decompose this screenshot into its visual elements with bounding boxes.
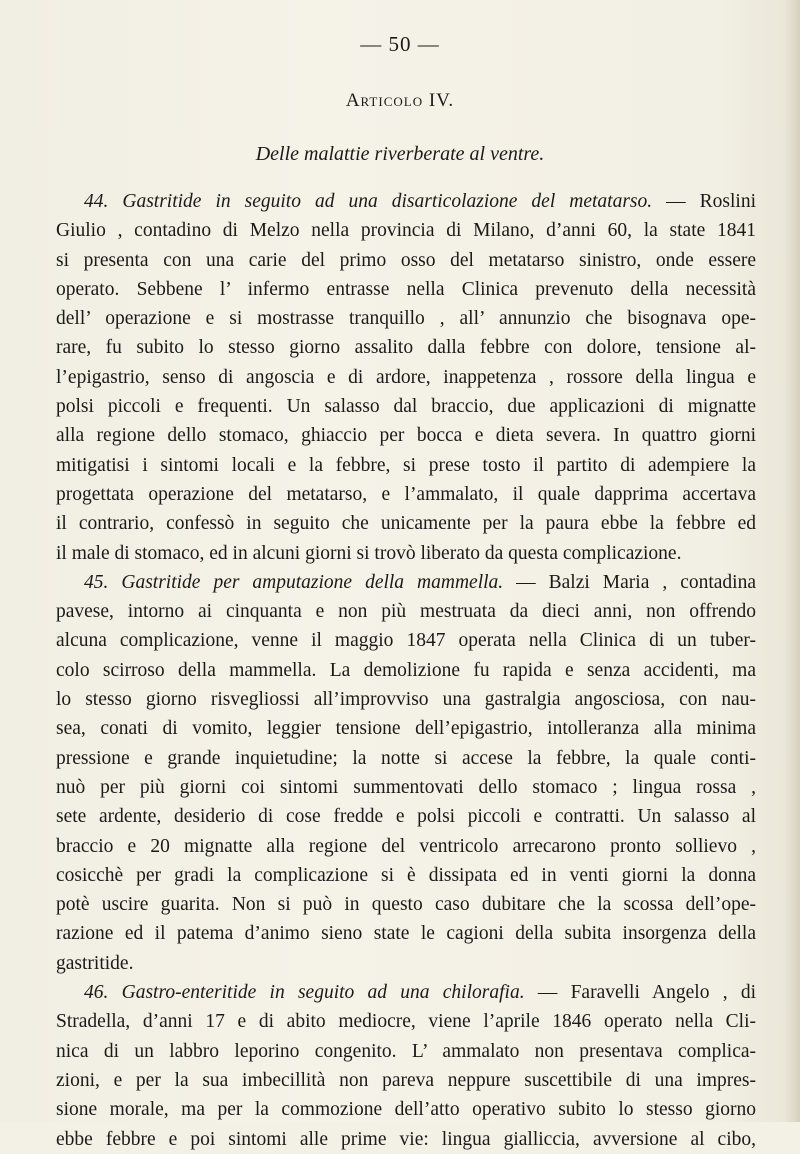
article-subtitle: Delle malattie riverberate al ventre. — [255, 143, 545, 165]
text-line — [56, 480, 756, 509]
text-line — [56, 832, 756, 861]
text-line — [56, 626, 756, 655]
text-line — [56, 890, 756, 919]
text-line — [56, 1037, 756, 1066]
line-text: — Roslini — [652, 191, 756, 212]
article-heading: Articolo IV. — [345, 90, 455, 111]
line-text: si presenta con una carie del primo osso del metatarso sinistro, onde essere — [56, 249, 756, 271]
line-text: — Faravelli Angelo , di — [524, 982, 756, 1004]
text-line — [56, 714, 756, 743]
line-text: il male di stomaco, ed in alcuni giorni si trovò liberato da questa complicazione. — [56, 542, 682, 564]
line-text: dell’ operazione e si mostrasse tranquillo , all’ annunzio che bisognava ope- — [56, 308, 756, 330]
page-edge-shadow — [784, 0, 800, 1122]
text-line — [56, 451, 756, 480]
text-line — [56, 685, 756, 714]
line-text: Giulio , contadino di Melzo nella provincia di Milano, d’anni 60, la state 1841 — [56, 220, 756, 242]
text-line — [56, 246, 756, 275]
line-text: rare, fu subito lo stesso giorno assalito dalla febbre con dolore, tensione al- — [56, 337, 756, 359]
section-heading: 45. Gastritide per amputazione della mammella. — [84, 571, 504, 593]
page-number: — 50 — — [360, 32, 440, 56]
line-text: zioni, e per la sua imbecillità non pareva neppure suscettibile di una impres- — [56, 1069, 756, 1091]
text-line — [56, 187, 756, 216]
line-text: progettata operazione del metatarso, e l’ammalato, il quale dapprima accertava — [56, 483, 756, 505]
text-line — [56, 949, 756, 978]
line-text: razione ed il patema d’animo sieno state le cagioni della subita insorgenza della — [56, 923, 756, 945]
line-text: Stradella, d’anni 17 e di abito mediocre, viene l’aprile 1846 operato nella Cli- — [56, 1011, 756, 1033]
text-line — [56, 509, 756, 538]
text-line — [56, 597, 756, 626]
text-line — [56, 421, 756, 450]
line-text: — Balzi Maria , contadina — [503, 571, 757, 593]
line-text: l’epigastrio, senso di angoscia e di ardore, inappetenza , rossore della lingua e — [56, 366, 756, 388]
line-text: nica di un labbro leporino congenito. L’ ammalato non presentava complica- — [56, 1040, 756, 1062]
text-line — [56, 392, 756, 421]
text-line — [56, 539, 756, 568]
section-heading: 44. Gastritide in seguito ad una disarticolazione del metatarso. — [84, 191, 653, 212]
line-text: operato. Sebbene l’ infermo entrasse nella Clinica prevenuto della necessità — [56, 278, 756, 300]
text-line — [56, 802, 756, 831]
text-line — [56, 1095, 756, 1124]
line-text: braccio e 20 mignatte alla regione del ventricolo arrecarono pronto sollievo , — [56, 835, 756, 857]
line-text: nuò per più giorni coi sintomi summentovati dello stomaco ; lingua rossa , — [56, 776, 756, 798]
text-line — [56, 304, 756, 333]
body-text — [56, 187, 756, 1154]
text-line — [56, 919, 756, 948]
line-text: potè uscire guarita. Non si può in questo caso dubitare che la scossa dell’ope- — [56, 894, 756, 916]
text-line — [56, 1066, 756, 1095]
text-line — [56, 1007, 756, 1036]
text-line — [56, 333, 756, 362]
text-line — [56, 656, 756, 685]
line-text: alcuna complicazione, venne il maggio 1847 operata nella Clinica di un tuber- — [56, 630, 756, 652]
line-text: sete ardente, desiderio di cose fredde e polsi piccoli e contratti. Un salasso al — [56, 806, 756, 828]
text-line — [56, 861, 756, 890]
line-text: colo scirroso della mammella. La demolizione fu rapida e senza accidenti, ma — [56, 659, 756, 681]
line-text: gastritide. — [56, 952, 134, 974]
line-text: mitigatisi i sintomi locali e la febbre, si prese tosto il partito di adempiere la — [56, 454, 756, 476]
text-line — [56, 363, 756, 392]
text-line — [56, 744, 756, 773]
text-line — [56, 568, 756, 597]
text-line — [56, 216, 756, 245]
line-text: ebbe febbre e poi sintomi alle prime vie: lingua gialliccia, avversione al cibo, — [56, 1128, 756, 1150]
line-text: pressione e grande inquietudine; la notte si accese la febbre, la quale conti- — [56, 747, 756, 769]
line-text: lo stesso giorno risvegliossi all’improvviso una gastralgia angosciosa, con nau- — [56, 689, 756, 711]
line-text: pavese, intorno ai cinquanta e non più mestruata da dieci anni, non offrendo — [56, 601, 756, 623]
section-heading: 46. Gastro-enteritide in seguito ad una chilorafia. — [84, 982, 525, 1004]
text-line — [56, 1125, 756, 1154]
line-text: il contrario, confessò in seguito che unicamente per la paura ebbe la febbre ed — [56, 513, 756, 535]
text-line — [56, 773, 756, 802]
line-text: sione morale, ma per la commozione dell’atto operativo subito lo stesso giorno — [56, 1099, 756, 1121]
line-text: cosicchè per gradi la complicazione si è dissipata ed in venti giorni la donna — [56, 864, 756, 886]
text-line — [56, 275, 756, 304]
text-line — [56, 978, 756, 1007]
line-text: polsi piccoli e frequenti. Un salasso dal braccio, due applicazioni di mignatte — [56, 396, 756, 418]
line-text: sea, conati di vomito, leggier tensione dell’epigastrio, intolleranza alla minima — [56, 718, 756, 740]
line-text: alla regione dello stomaco, ghiaccio per bocca e dieta severa. In quattro giorni — [56, 425, 756, 447]
